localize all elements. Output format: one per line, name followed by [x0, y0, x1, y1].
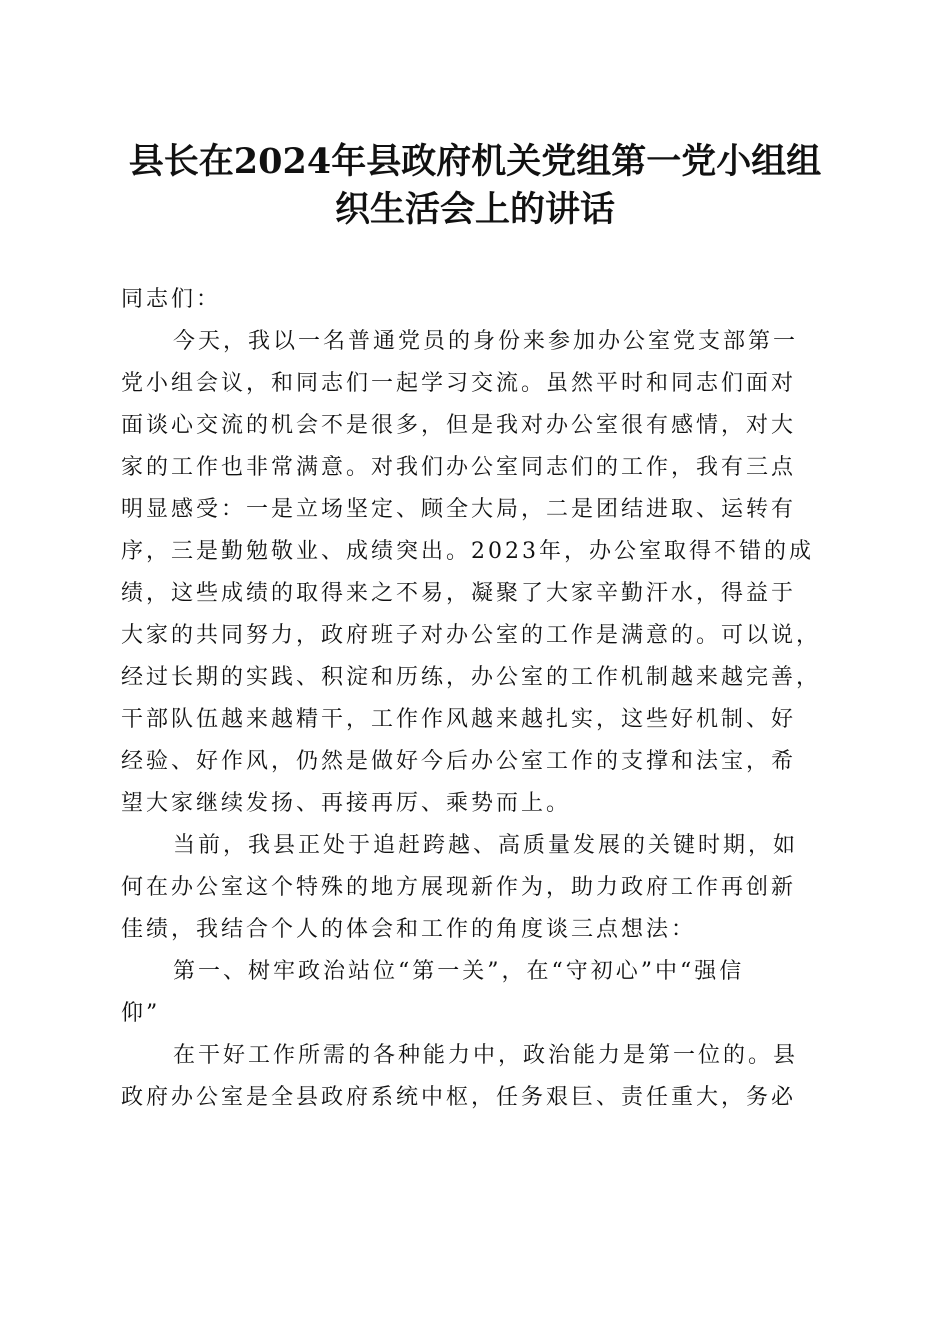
heading-line: 第一、树牢政治站位“第一关”，在“守初心”中“强信	[173, 959, 745, 984]
paragraph-3	[121, 1035, 831, 1119]
paragraph-line: 在干好工作所需的各种能力中，政治能力是第一位的。县	[173, 1043, 799, 1068]
paragraph-line: 今天，我以一名普通党员的身份来参加办公室党支部第一	[173, 329, 799, 354]
paragraph-line: 经验、好作风，仍然是做好今后办公室工作的支撑和法宝，希	[121, 749, 797, 774]
paragraph-line: 当前，我县正处于追赶跨越、高质量发展的关键时期，如	[173, 833, 799, 858]
paragraph-line: 面谈心交流的机会不是很多，但是我对办公室很有感情，对大	[121, 413, 797, 438]
paragraph-line: 望大家继续发扬、再接再厉、乘势而上。	[121, 791, 572, 816]
paragraph-line: 大家的共同努力，政府班子对办公室的工作是满意的。可以说，	[121, 623, 822, 648]
paragraph-line: 何在办公室这个特殊的地方展现新作为，助力政府工作再创新	[121, 875, 797, 900]
paragraph-line: 绩，这些成绩的取得来之不易，凝聚了大家辛勤汗水，得益于	[121, 581, 797, 606]
title-line-1: 县长在2024年县政府机关党组第一党小组组	[128, 141, 822, 182]
paragraph-line: 干部队伍越来越精干，工作作风越来越扎实，这些好机制、好	[121, 707, 797, 732]
salutation	[121, 279, 831, 321]
salutation-text: 同志们：	[121, 287, 222, 312]
heading-line: 仰”	[121, 1001, 161, 1026]
paragraph-line: 家的工作也非常满意。对我们办公室同志们的工作，我有三点	[121, 455, 797, 480]
paragraph-line: 佳绩，我结合个人的体会和工作的角度谈三点想法：	[121, 917, 697, 942]
paragraph-line: 政府办公室是全县政府系统中枢，任务艰巨、责任重大，务必	[121, 1085, 797, 1110]
title-line-2: 织生活会上的讲话	[334, 189, 615, 230]
paragraph-line: 序，三是勤勉敬业、成绩突出。2023年，办公室取得不错的成	[121, 539, 814, 564]
paragraph-2	[121, 825, 831, 951]
paragraph-line: 明显感受：一是立场坚定、顾全大局，二是团结进取、运转有	[121, 497, 797, 522]
paragraph-line: 经过长期的实践、积淀和历练，办公室的工作机制越来越完善，	[121, 665, 822, 690]
section-heading-1	[121, 951, 831, 1035]
document-title	[100, 138, 850, 234]
paragraph-1	[121, 321, 831, 825]
document-body	[121, 279, 831, 1119]
paragraph-line: 党小组会议，和同志们一起学习交流。虽然平时和同志们面对	[121, 371, 797, 396]
